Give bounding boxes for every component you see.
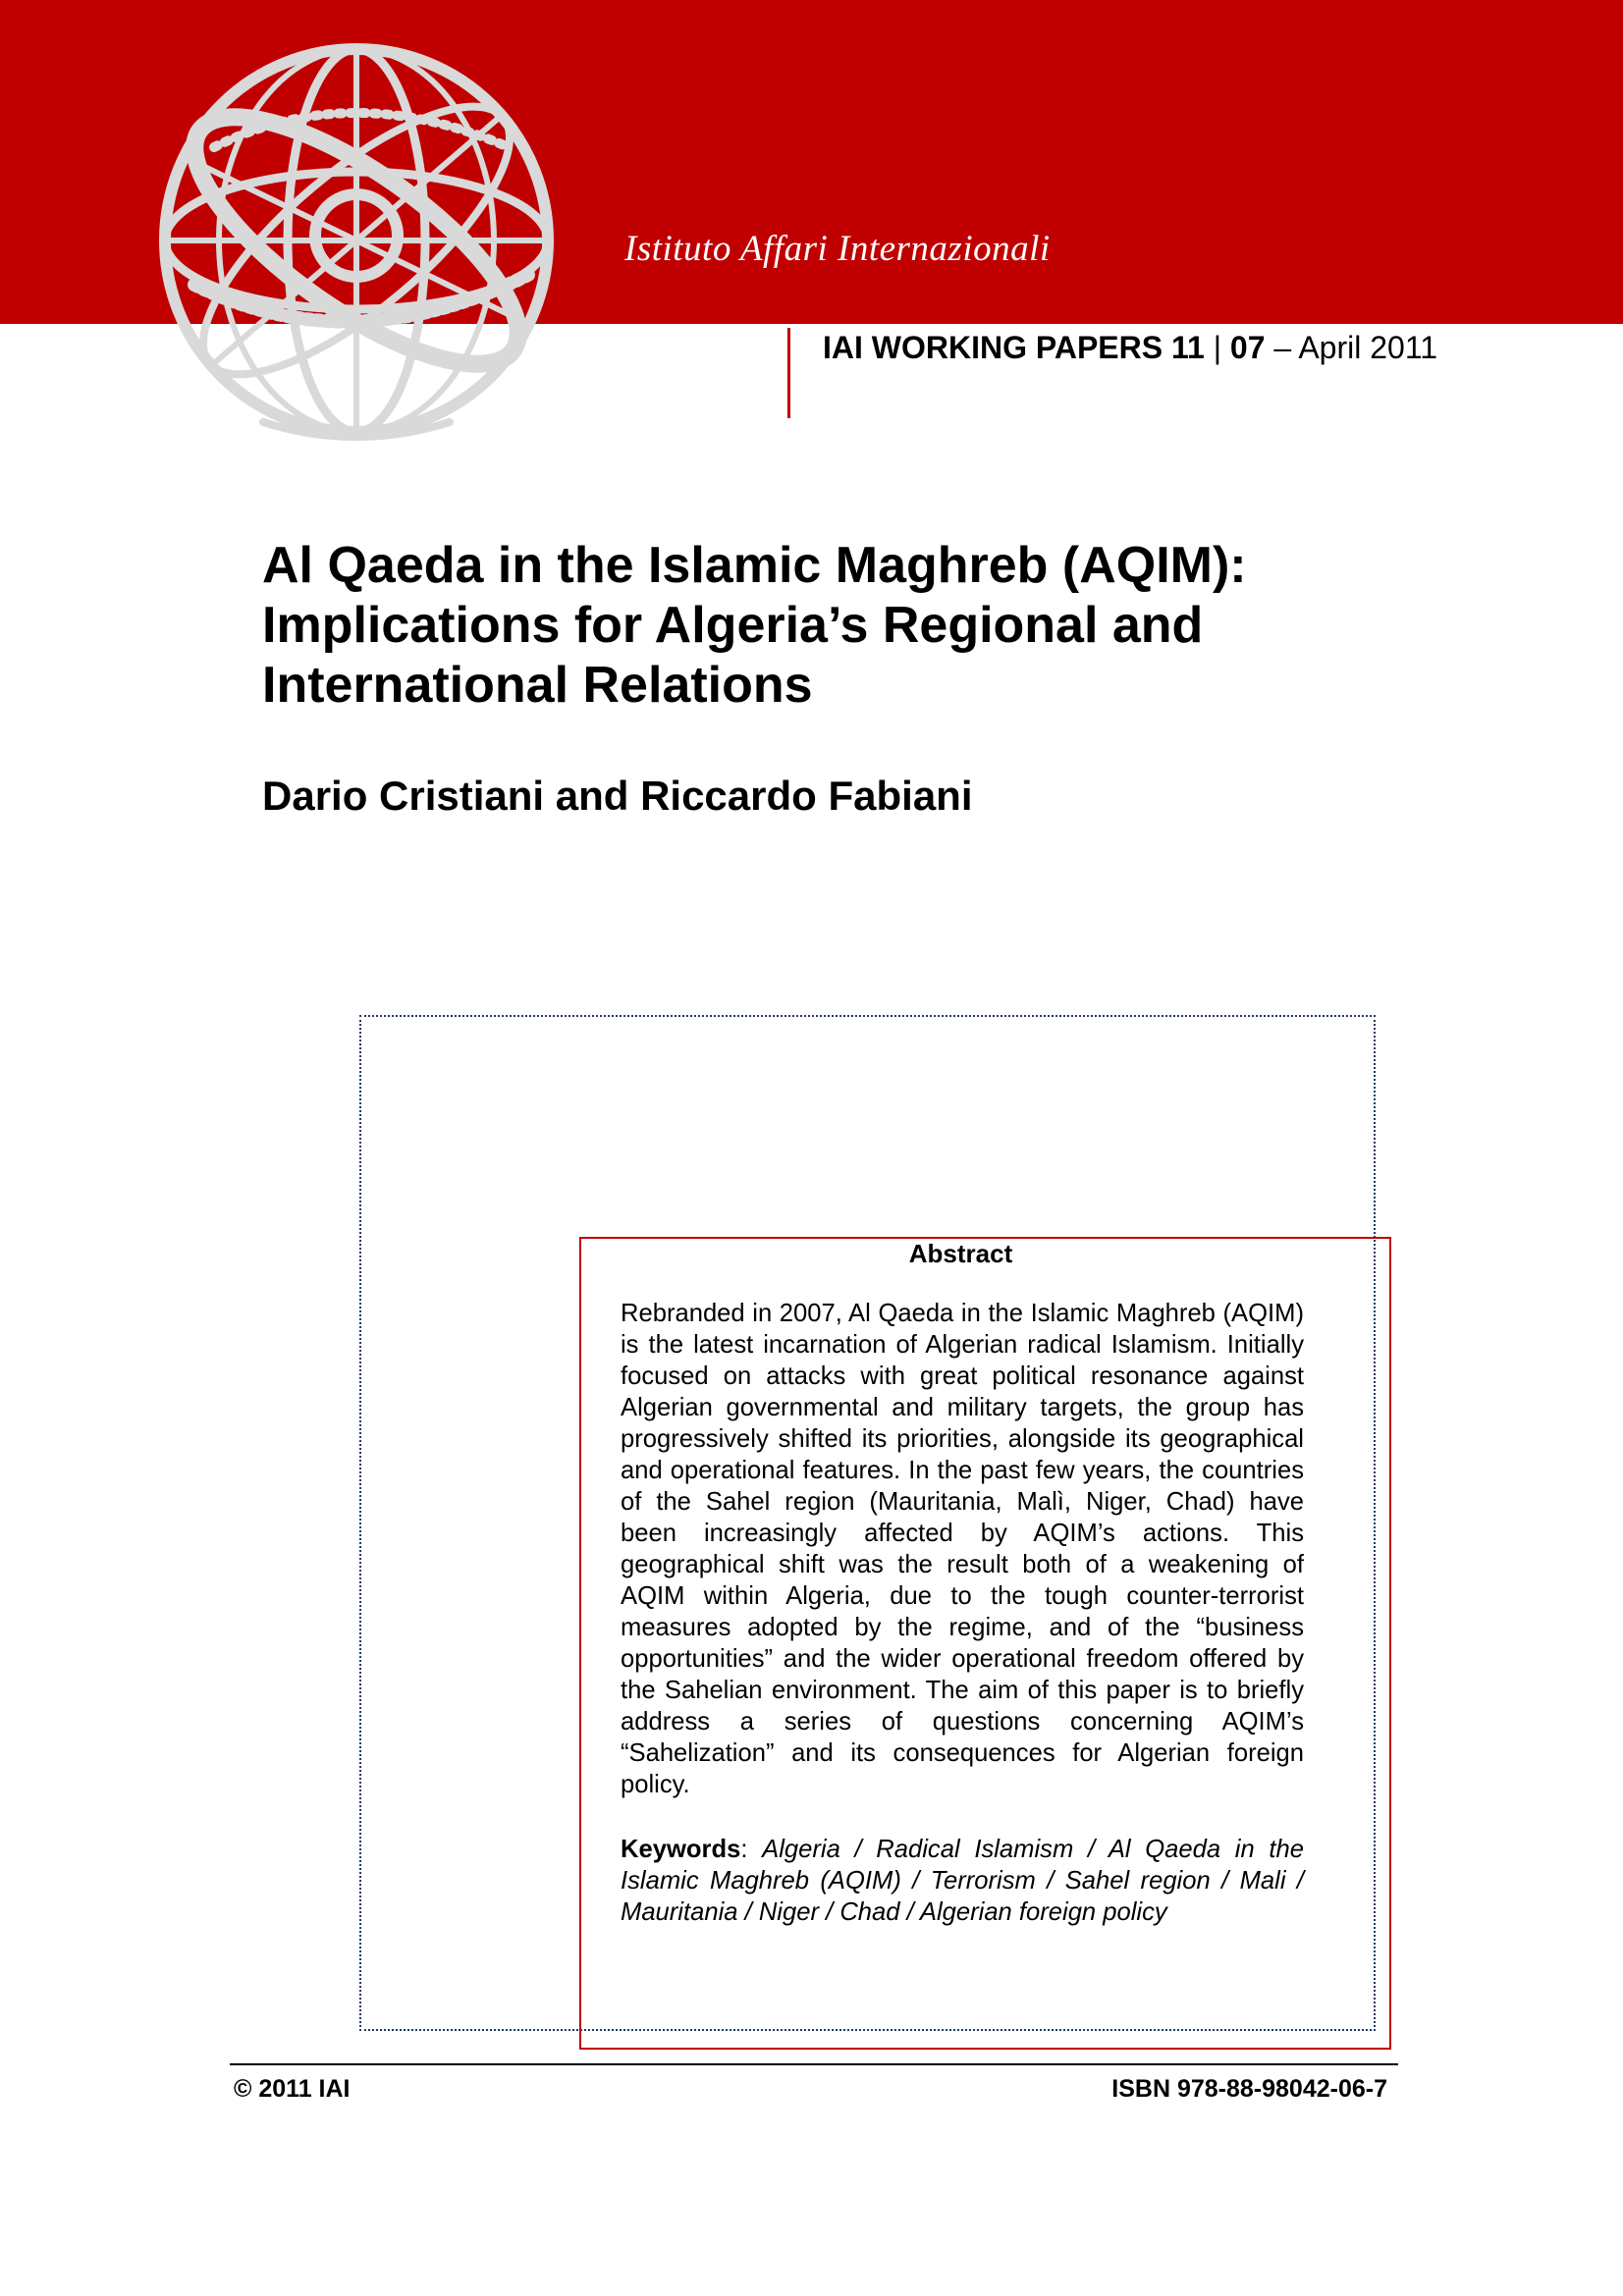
abstract-body: Rebranded in 2007, Al Qaeda in the Islamic Maghreb (AQIM) is the latest incarnation of Algerian radical Islamism. Initially focused on attacks with great political resonance against Algerian governmental and military targets, the group has progressively shifted its priorities, alongside its geographical and operational features. In the past few years, the countries of the Sahel region (Mauritania, Malì, Niger, Chad) have been increasingly affected by AQIM’s actions. This geographical shift was the result both of a weakening of AQIM within Algeria, due to the tough counter-terrorist measures adopted by the regime, and of the “business opportunities” and the wider operational freedom offered by the Sahelian environment. The aim of this paper is to briefly address a series of questions concerning AQIM’s “Sahelization” and its consequences for Algerian foreign policy. [621,1300,1304,1798]
series-rule [787,328,790,418]
keywords-list: Algeria / Radical Islamism / Al Qaeda in the Islamic Maghreb (AQIM) / Terrorism / Sahel region / Mali / Mauritania / Niger / Chad / Algerian foreign policy [621,1836,1304,1926]
institute-name: Istituto Affari Internazionali [624,229,1051,269]
title-line-2: Implications for Algeria’s Regional and [262,597,1204,654]
abstract-heading: Abstract [908,1239,1013,1268]
copyright: © 2011 IAI [234,2075,351,2103]
keywords-separator: : [740,1836,763,1863]
series-number: 07 [1229,330,1266,365]
title-line-3: International Relations [262,657,813,714]
title-line-1: Al Qaeda in the Islamic Maghreb (AQIM): [262,537,1247,594]
series-line [823,330,1437,366]
isbn: ISBN 978-88-98042-06-7 [1111,2075,1387,2103]
publication-date: – April 2011 [1273,330,1438,365]
footer-rule [230,2063,1398,2065]
series-name: IAI WORKING PAPERS 11 [823,330,1205,365]
keywords-label: Keywords [621,1836,741,1863]
authors: Dario Cristiani and Riccardo Fabiani [262,773,973,819]
armillary-sphere-logo-icon [155,39,558,442]
keywords [621,1834,1304,1928]
series-separator: | [1213,330,1222,365]
paper-title [262,536,1440,716]
